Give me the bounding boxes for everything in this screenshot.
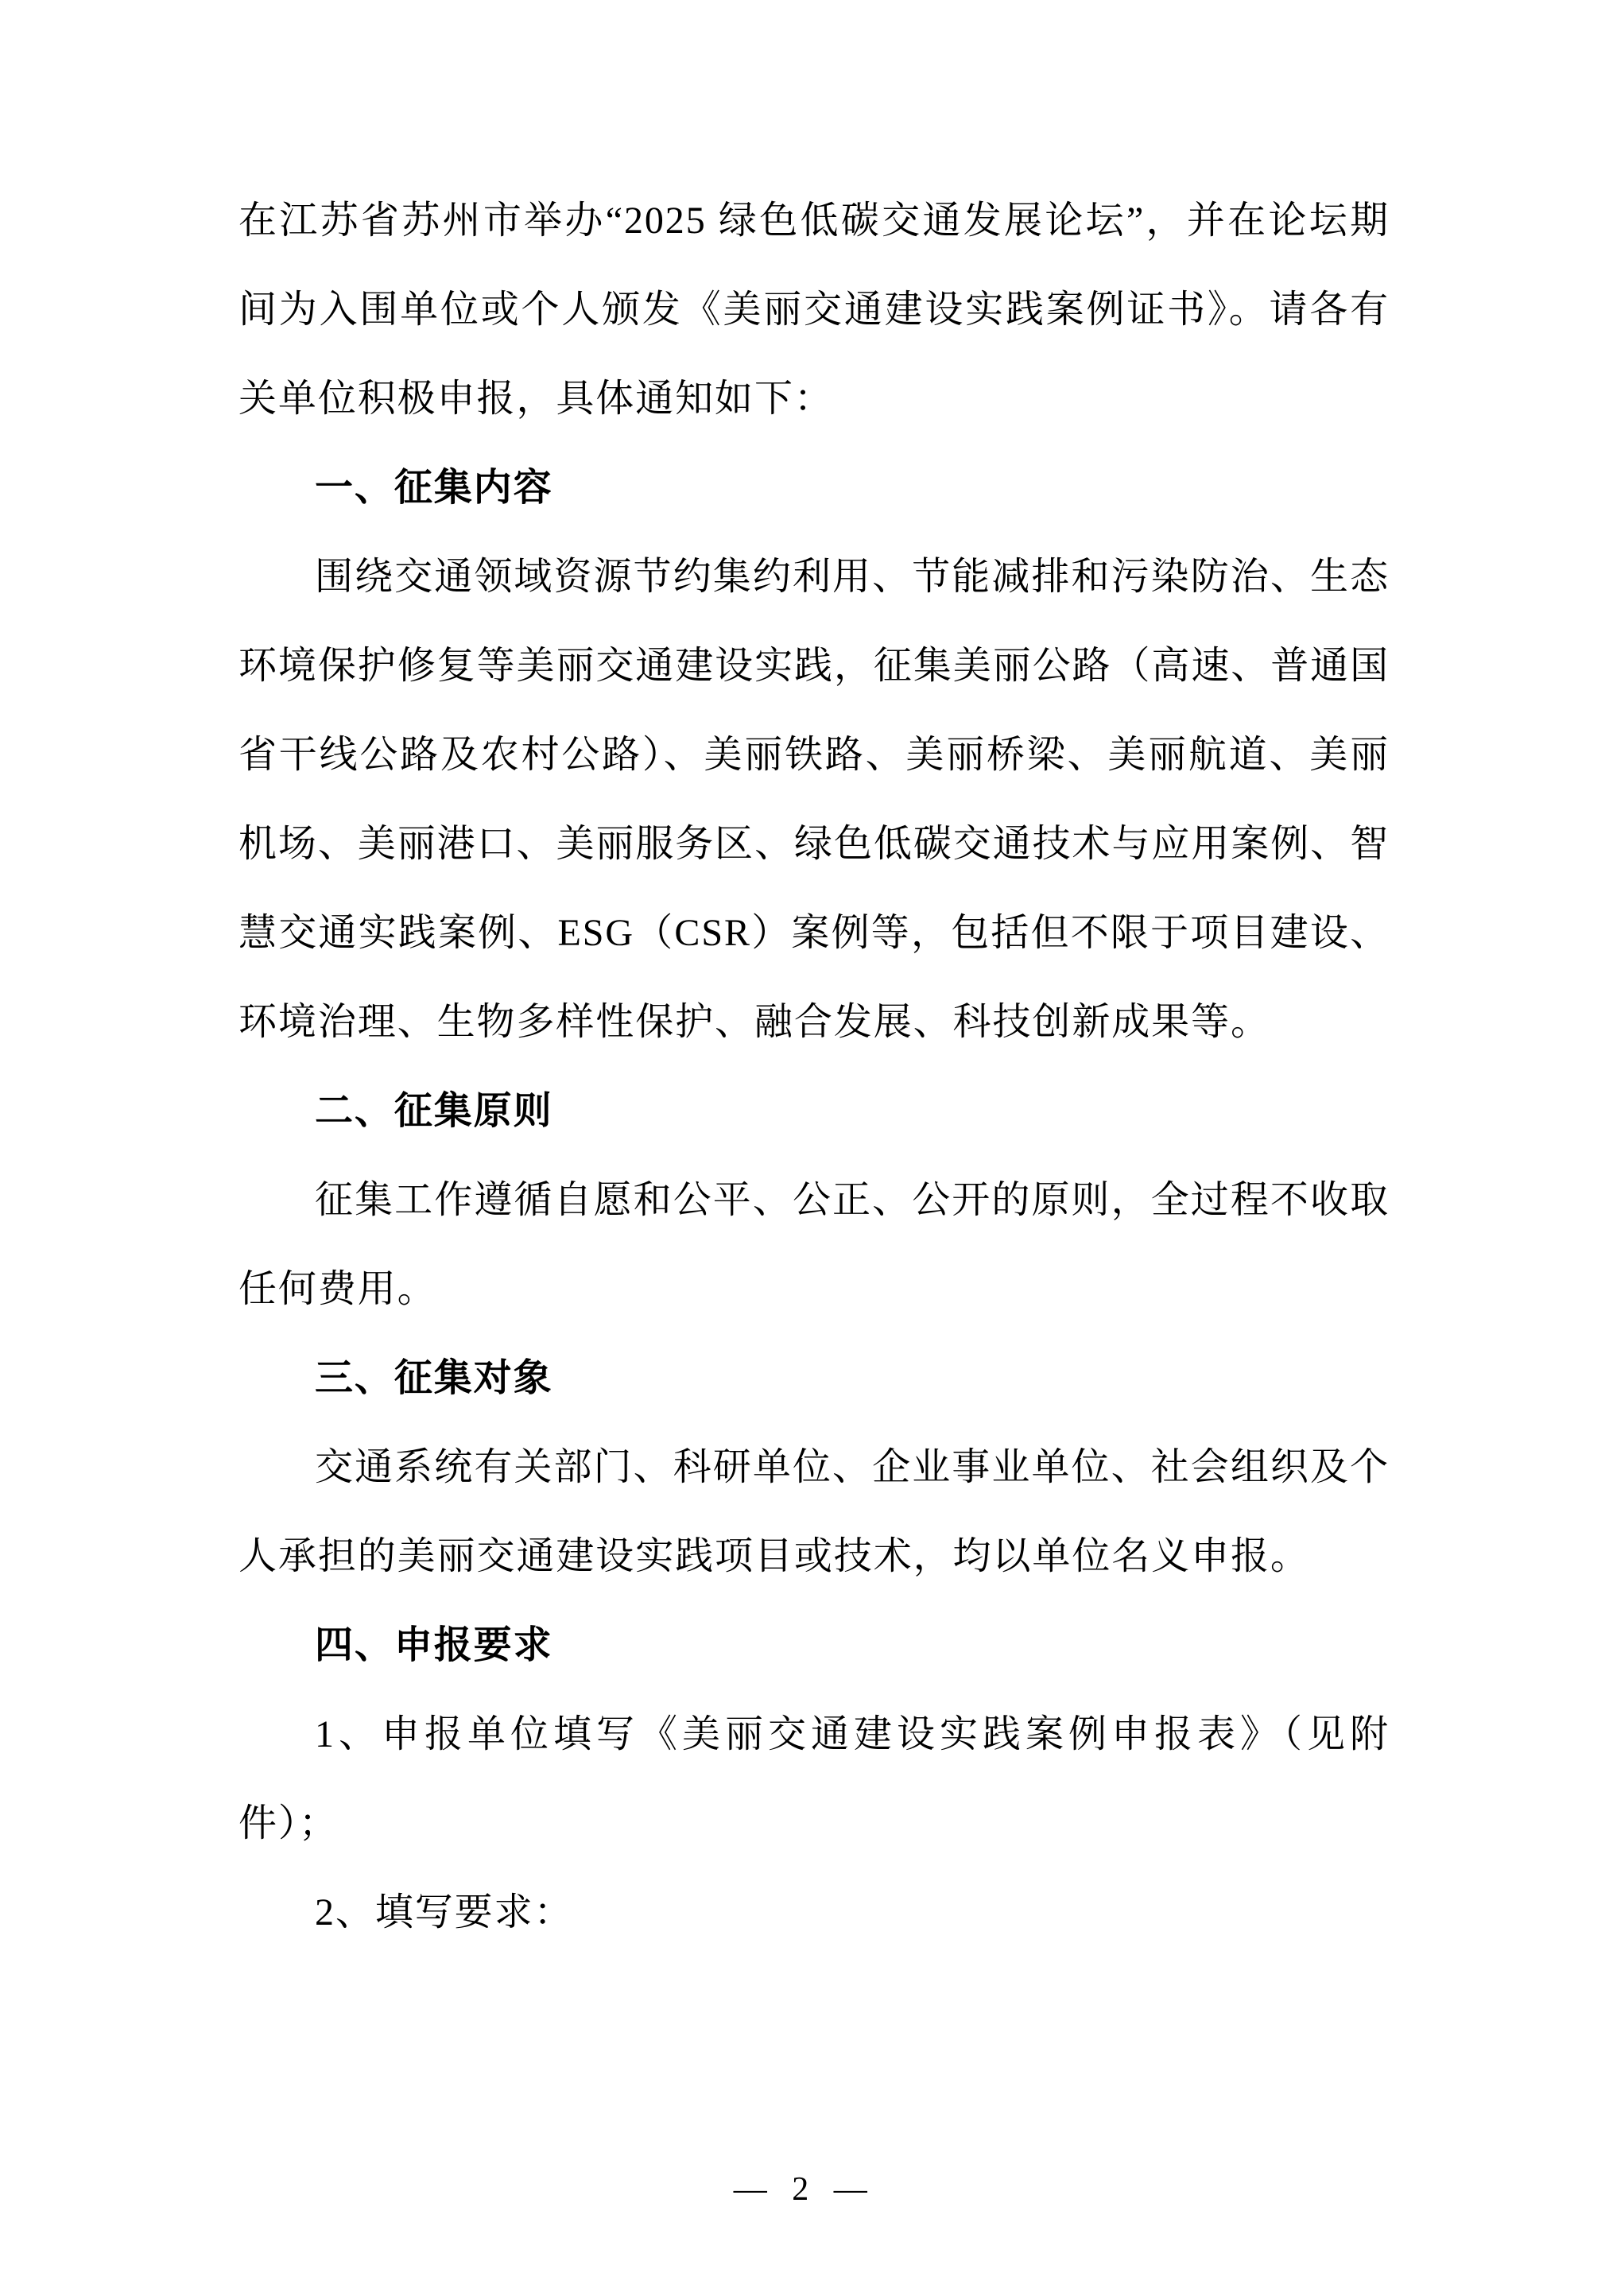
section-heading-4-application-requirements: 四、申报要求 [315, 1624, 553, 1666]
section-heading-2-collection-principles: 二、征集原则 [315, 1090, 553, 1132]
paragraph-collection-principles: 征集工作遵循自愿和公平、公正、公开的原则，全过程不收取任何费用。 [238, 1179, 1390, 1310]
paragraph-continued-intro: 在江苏省苏州市举办“2025 绿色低碳交通发展论坛”，并在论坛期间为入围单位或个人颁发《美丽交通建设实践案例证书》。请各有关单位积极申报，具体通知如下： [238, 200, 1390, 420]
paragraph-collection-content: 围绕交通领域资源节约集约利用、节能减排和污染防治、生态环境保护修复等美丽交通建设实践，征集美丽公路（高速、普通国省干线公路及农村公路）、美丽铁路、美丽桥梁、美丽航道、美丽机场、美丽港口、美丽服务区、绿色低碳交通技术与应用案例、智慧交通实践案例、ESG（CSR）案例等，包括但不限于项目建设、环境治理、生物多样性保护、融合发展、科技创新成果等。 [238, 556, 1390, 1043]
document-body [238, 176, 1390, 1957]
paragraph-application-item-1: 1、申报单位填写《美丽交通建设实践案例申报表》（见附件）； [238, 1713, 1390, 1844]
paragraph-collection-targets: 交通系统有关部门、科研单位、企业事业单位、社会组织及个人承担的美丽交通建设实践项目或技术，均以单位名义申报。 [238, 1446, 1390, 1577]
section-heading-1-collection-content: 一、征集内容 [315, 467, 553, 509]
section-heading-3-collection-targets: 三、征集对象 [315, 1357, 553, 1399]
page-number: — 2 — [733, 2171, 876, 2208]
paragraph-application-item-2: 2、填写要求： [315, 1891, 574, 1933]
